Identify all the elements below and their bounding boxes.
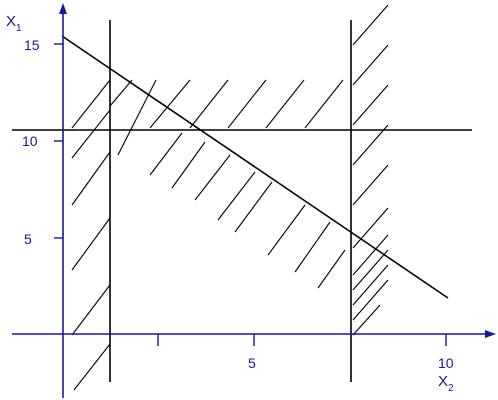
horizontal-axis-letter: X [438, 373, 449, 390]
hatch-left-region [72, 80, 110, 390]
x-tick-label-5: 5 [248, 355, 256, 371]
hatch-diagonal-region [150, 133, 345, 288]
horizontal-axis-arrow [485, 330, 496, 338]
y-tick-label-10: 10 [22, 133, 38, 149]
horizontal-axis-name [438, 373, 454, 394]
y-tick-label-5: 5 [24, 231, 32, 247]
hatch-right-region [353, 5, 388, 335]
horizontal-axis-subscript: 2 [448, 383, 454, 394]
vertical-axis-subscript: 1 [16, 23, 22, 34]
vertical-axis-arrow [59, 3, 67, 14]
axis-ticks [54, 44, 446, 346]
vertical-axis-letter: X [6, 13, 17, 30]
x-tick-label-10: 10 [438, 355, 454, 371]
vertical-axis-name [6, 13, 22, 34]
y-tick-label-15: 15 [24, 37, 40, 53]
hatch-top-region [110, 80, 343, 155]
constraint-line-diagonal [62, 36, 448, 298]
